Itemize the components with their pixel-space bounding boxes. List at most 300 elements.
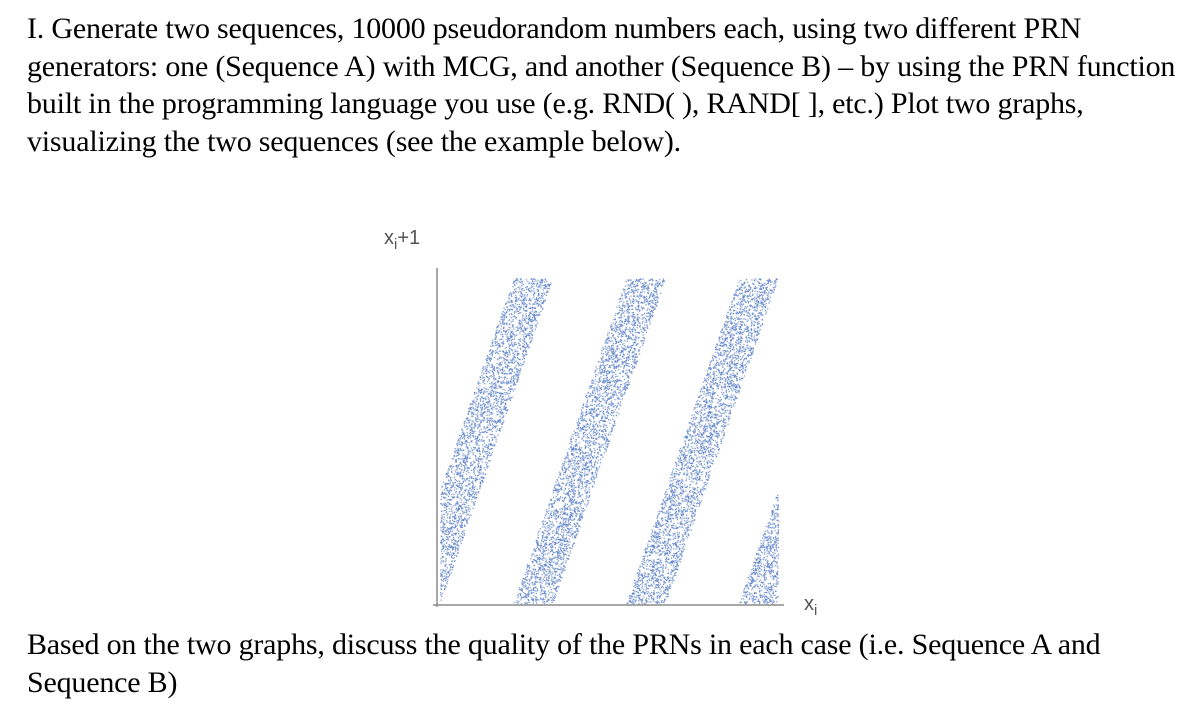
scatter-point [627, 602, 628, 603]
scatter-point [699, 457, 700, 458]
scatter-point [616, 412, 617, 413]
scatter-point [720, 421, 721, 422]
scatter-point [627, 339, 628, 340]
scatter-point [443, 503, 444, 504]
scatter-point [581, 409, 582, 410]
scatter-point [567, 551, 568, 552]
scatter-point [582, 483, 583, 484]
scatter-point [444, 489, 445, 490]
scatter-point [487, 358, 488, 359]
scatter-point [586, 487, 587, 488]
scatter-point [725, 337, 726, 338]
scatter-point [620, 344, 621, 345]
scatter-point [715, 454, 716, 455]
scatter-point [659, 602, 660, 603]
scatter-point [618, 392, 619, 393]
scatter-point [473, 410, 474, 411]
scatter-point [458, 455, 459, 456]
scatter-point [704, 464, 705, 465]
scatter-point [545, 553, 546, 554]
scatter-point [451, 494, 452, 495]
scatter-point [767, 532, 768, 533]
scatter-point [619, 365, 620, 366]
scatter-point [542, 602, 543, 603]
scatter-point [645, 318, 646, 319]
scatter-point [760, 302, 761, 303]
scatter-point [681, 489, 682, 490]
scatter-point [636, 309, 637, 310]
scatter-point [777, 506, 778, 507]
scatter-point [515, 318, 516, 319]
scatter-point [700, 489, 701, 490]
scatter-point [633, 318, 634, 319]
scatter-point [512, 358, 513, 359]
scatter-point [466, 422, 467, 423]
scatter-point [535, 598, 536, 599]
scatter-point [769, 538, 770, 539]
scatter-point [526, 279, 527, 280]
scatter-point [563, 566, 564, 567]
scatter-point [521, 322, 522, 323]
scatter-point [715, 409, 716, 410]
scatter-point [663, 587, 664, 588]
scatter-point [472, 423, 473, 424]
scatter-point [515, 316, 516, 317]
scatter-point [476, 401, 477, 402]
scatter-point [624, 307, 625, 308]
scatter-point [621, 334, 622, 335]
scatter-point [537, 300, 538, 301]
scatter-point [599, 390, 600, 391]
scatter-point [628, 363, 629, 364]
scatter-point [491, 385, 492, 386]
scatter-point [764, 291, 765, 292]
scatter-point [634, 284, 635, 285]
scatter-point [742, 290, 743, 291]
scatter-point [768, 544, 769, 545]
scatter-point [682, 447, 683, 448]
scatter-point [511, 376, 512, 377]
scatter-point [570, 547, 571, 548]
scatter-point [717, 414, 718, 415]
scatter-point [495, 387, 496, 388]
scatter-point [755, 341, 756, 342]
scatter-point [597, 449, 598, 450]
scatter-point [759, 288, 760, 289]
scatter-point [559, 475, 560, 476]
scatter-point [730, 341, 731, 342]
scatter-point [644, 288, 645, 289]
scatter-point [569, 494, 570, 495]
scatter-point [550, 528, 551, 529]
scatter-point [540, 563, 541, 564]
scatter-point [578, 420, 579, 421]
scatter-point [630, 349, 631, 350]
scatter-point [491, 396, 492, 397]
scatter-point [562, 463, 563, 464]
scatter-point [733, 346, 734, 347]
scatter-point [480, 399, 481, 400]
scatter-point [457, 440, 458, 441]
scatter-point [648, 591, 649, 592]
scatter-point [702, 397, 703, 398]
scatter-point [452, 520, 453, 521]
scatter-point [774, 553, 775, 554]
scatter-point [602, 396, 603, 397]
scatter-point [500, 418, 501, 419]
scatter-point [502, 383, 503, 384]
scatter-point [740, 344, 741, 345]
scatter-point [656, 541, 657, 542]
scatter-point [667, 548, 668, 549]
scatter-point [551, 579, 552, 580]
scatter-point [746, 338, 747, 339]
scatter-point [704, 413, 705, 414]
scatter-point [476, 398, 477, 399]
scatter-point [777, 581, 778, 582]
scatter-point [766, 311, 767, 312]
scatter-point [653, 583, 654, 584]
scatter-point [552, 567, 553, 568]
scatter-point [704, 467, 705, 468]
scatter-point [552, 521, 553, 522]
scatter-point [743, 322, 744, 323]
scatter-point [647, 593, 648, 594]
scatter-point [760, 557, 761, 558]
scatter-point [526, 352, 527, 353]
scatter-point [735, 402, 736, 403]
scatter-point [581, 515, 582, 516]
scatter-point [540, 592, 541, 593]
scatter-point [509, 302, 510, 303]
scatter-point [562, 470, 563, 471]
scatter-point [577, 425, 578, 426]
scatter-point [539, 301, 540, 302]
scatter-point [479, 419, 480, 420]
scatter-point [451, 499, 452, 500]
scatter-point [571, 487, 572, 488]
scatter-point [551, 600, 552, 601]
scatter-point [461, 429, 462, 430]
scatter-point [568, 535, 569, 536]
scatter-point [515, 291, 516, 292]
scatter-point [677, 523, 678, 524]
scatter-point [665, 547, 666, 548]
scatter-point [623, 302, 624, 303]
scatter-point [582, 487, 583, 488]
scatter-point [642, 564, 643, 565]
scatter-point [478, 445, 479, 446]
scatter-point [490, 386, 491, 387]
scatter-point [581, 475, 582, 476]
scatter-point [596, 469, 597, 470]
scatter-point [680, 452, 681, 453]
scatter-point [487, 451, 488, 452]
scatter-point [613, 397, 614, 398]
scatter-point [688, 450, 689, 451]
scatter-point [501, 383, 502, 384]
scatter-point [542, 555, 543, 556]
scatter-point [462, 508, 463, 509]
scatter-point [479, 474, 480, 475]
scatter-point [544, 517, 545, 518]
scatter-point [692, 508, 693, 509]
scatter-point [615, 360, 616, 361]
scatter-point [722, 332, 723, 333]
scatter-point [746, 362, 747, 363]
scatter-point [454, 489, 455, 490]
scatter-point [601, 447, 602, 448]
scatter-point [560, 512, 561, 513]
scatter-point [524, 348, 525, 349]
scatter-point [755, 278, 756, 279]
scatter-point [763, 305, 764, 306]
scatter-point [487, 453, 488, 454]
scatter-point [513, 319, 514, 320]
scatter-point [777, 550, 778, 551]
scatter-point [737, 398, 738, 399]
scatter-point [599, 449, 600, 450]
scatter-point [487, 391, 488, 392]
scatter-point [615, 386, 616, 387]
scatter-point [722, 378, 723, 379]
scatter-point [467, 467, 468, 468]
scatter-point [681, 479, 682, 480]
scatter-point [457, 481, 458, 482]
scatter-point [763, 547, 764, 548]
scatter-point [727, 341, 728, 342]
scatter-point [617, 327, 618, 328]
scatter-point [612, 349, 613, 350]
scatter-point [512, 350, 513, 351]
scatter-point [667, 542, 668, 543]
scatter-point [584, 448, 585, 449]
scatter-point [495, 405, 496, 406]
scatter-point [666, 511, 667, 512]
scatter-point [673, 553, 674, 554]
scatter-point [727, 372, 728, 373]
scatter-point [443, 482, 444, 483]
scatter-point [486, 465, 487, 466]
scatter-point [775, 516, 776, 517]
scatter-point [651, 596, 652, 597]
scatter-point [518, 299, 519, 300]
scatter-point [722, 365, 723, 366]
scatter-point [594, 482, 595, 483]
scatter-point [771, 555, 772, 556]
scatter-point [652, 539, 653, 540]
scatter-point [696, 401, 697, 402]
scatter-point [659, 279, 660, 280]
scatter-point [621, 324, 622, 325]
scatter-point [488, 389, 489, 390]
scatter-point [668, 524, 669, 525]
scatter-point [774, 518, 775, 519]
scatter-point [593, 435, 594, 436]
scatter-point [525, 299, 526, 300]
scatter-point [483, 382, 484, 383]
scatter-point [655, 300, 656, 301]
scatter-point [506, 356, 507, 357]
scatter-point [559, 569, 560, 570]
scatter-point [676, 464, 677, 465]
scatter-point [589, 409, 590, 410]
scatter-point [477, 412, 478, 413]
scatter-point [775, 509, 776, 510]
scatter-point [758, 331, 759, 332]
scatter-point [490, 359, 491, 360]
scatter-point [602, 437, 603, 438]
scatter-point [570, 550, 571, 551]
scatter-point [651, 573, 652, 574]
scatter-point [705, 467, 706, 468]
scatter-point [685, 490, 686, 491]
scatter-point [549, 540, 550, 541]
scatter-point [641, 306, 642, 307]
scatter-point [671, 558, 672, 559]
scatter-point [520, 341, 521, 342]
scatter-point [756, 584, 757, 585]
scatter-point [710, 372, 711, 373]
scatter-point [669, 488, 670, 489]
scatter-point [549, 557, 550, 558]
scatter-point [593, 411, 594, 412]
scatter-point [622, 344, 623, 345]
scatter-point [464, 496, 465, 497]
scatter-point [620, 307, 621, 308]
scatter-point [639, 281, 640, 282]
scatter-point [569, 538, 570, 539]
scatter-point [604, 406, 605, 407]
scatter-point [678, 499, 679, 500]
scatter-point [708, 416, 709, 417]
scatter-point [725, 381, 726, 382]
scatter-point [661, 518, 662, 519]
scatter-point [615, 338, 616, 339]
scatter-point [596, 381, 597, 382]
scatter-point [443, 529, 444, 530]
scatter-point [760, 579, 761, 580]
scatter-point [715, 352, 716, 353]
scatter-point [501, 361, 502, 362]
scatter-point [761, 283, 762, 284]
scatter-point [616, 415, 617, 416]
scatter-point [691, 477, 692, 478]
scatter-point [753, 324, 754, 325]
scatter-point [662, 525, 663, 526]
scatter-point [697, 422, 698, 423]
scatter-point [723, 332, 724, 333]
scatter-point [517, 372, 518, 373]
scatter-point [678, 497, 679, 498]
scatter-point [677, 473, 678, 474]
scatter-point [590, 455, 591, 456]
scatter-point [499, 386, 500, 387]
scatter-point [561, 526, 562, 527]
scatter-point [571, 520, 572, 521]
scatter-point [497, 341, 498, 342]
scatter-point [545, 521, 546, 522]
scatter-point [496, 421, 497, 422]
scatter-point [686, 499, 687, 500]
scatter-point [553, 530, 554, 531]
scatter-point [578, 433, 579, 434]
scatter-point [579, 477, 580, 478]
scatter-point [647, 564, 648, 565]
scatter-point [752, 293, 753, 294]
scatter-point [451, 504, 452, 505]
scatter-point [631, 364, 632, 365]
scatter-point [680, 503, 681, 504]
scatter-point [632, 331, 633, 332]
scatter-point [506, 381, 507, 382]
scatter-point [730, 364, 731, 365]
scatter-point [511, 306, 512, 307]
scatter-point [673, 580, 674, 581]
scatter-point [773, 583, 774, 584]
scatter-point [522, 585, 523, 586]
scatter-point [770, 537, 771, 538]
scatter-point [697, 457, 698, 458]
scatter-point [769, 552, 770, 553]
scatter-point [576, 471, 577, 472]
scatter-point [526, 344, 527, 345]
scatter-point [579, 460, 580, 461]
scatter-point [646, 322, 647, 323]
scatter-point [605, 365, 606, 366]
scatter-point [509, 314, 510, 315]
scatter-point [470, 437, 471, 438]
scatter-point [492, 406, 493, 407]
scatter-point [698, 439, 699, 440]
scatter-point [651, 592, 652, 593]
scatter-point [639, 585, 640, 586]
scatter-point [570, 472, 571, 473]
scatter-point [453, 521, 454, 522]
scatter-point [739, 289, 740, 290]
scatter-point [633, 312, 634, 313]
scatter-point [746, 307, 747, 308]
scatter-point [722, 382, 723, 383]
scatter-point [700, 441, 701, 442]
scatter-point [740, 342, 741, 343]
scatter-point [497, 392, 498, 393]
scatter-point [763, 596, 764, 597]
scatter-point [662, 542, 663, 543]
scatter-point [560, 514, 561, 515]
scatter-point [663, 582, 664, 583]
scatter-point [540, 587, 541, 588]
scatter-point [441, 541, 442, 542]
scatter-point [625, 390, 626, 391]
scatter-point [640, 325, 641, 326]
scatter-point [611, 355, 612, 356]
scatter-point [613, 415, 614, 416]
scatter-point [583, 508, 584, 509]
scatter-point [519, 587, 520, 588]
scatter-point [719, 340, 720, 341]
scatter-point [677, 541, 678, 542]
scatter-point [471, 416, 472, 417]
scatter-point [527, 599, 528, 600]
scatter-point [749, 362, 750, 363]
scatter-point [603, 393, 604, 394]
scatter-point [668, 514, 669, 515]
scatter-point [760, 559, 761, 560]
scatter-point [563, 464, 564, 465]
scatter-point [722, 363, 723, 364]
scatter-point [702, 443, 703, 444]
